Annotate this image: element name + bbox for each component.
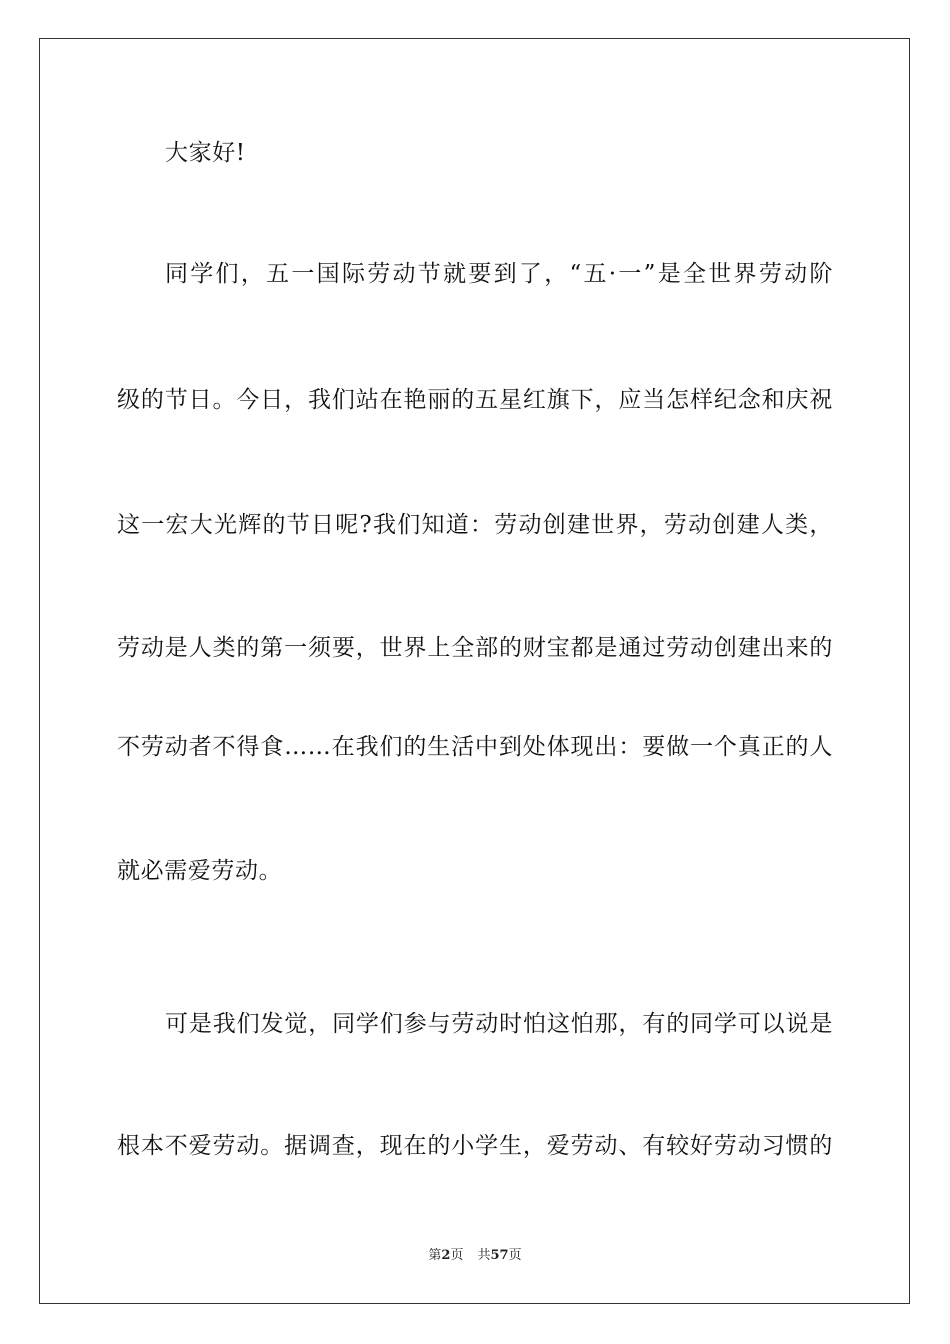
footer-page-suffix: 页 bbox=[450, 1248, 464, 1263]
footer-page-prefix: 第 bbox=[428, 1248, 442, 1263]
footer-total-suffix: 页 bbox=[508, 1248, 522, 1263]
footer-total-pages: 57 bbox=[490, 1248, 509, 1263]
paragraph-1-line-3: 这一宏大光辉的节日呢?我们知道：劳动创建世界，劳动创建人类， bbox=[117, 512, 833, 538]
paragraph-1-line-5: 不劳动者不得食……在我们的生活中到处体现出：要做一个真正的人 bbox=[117, 734, 833, 760]
paragraph-2-line-1: 可是我们发觉，同学们参与劳动时怕这怕那，有的同学可以说是 bbox=[165, 1011, 833, 1037]
paragraph-1-line-6: 就必需爱劳动。 bbox=[117, 858, 283, 884]
paragraph-1-line-4: 劳动是人类的第一须要，世界上全部的财宝都是通过劳动创建出来的 bbox=[117, 635, 833, 661]
greeting-line: 大家好! bbox=[165, 140, 246, 166]
page-border bbox=[39, 38, 910, 1304]
paragraph-2-line-2: 根本不爱劳动。据调查，现在的小学生，爱劳动、有较好劳动习惯的 bbox=[117, 1133, 833, 1159]
paragraph-1-line-1: 同学们，五一国际劳动节就要到了，“五·一”是全世界劳动阶 bbox=[165, 261, 833, 287]
paragraph-1-line-2: 级的节日。今日，我们站在艳丽的五星红旗下，应当怎样纪念和庆祝 bbox=[117, 387, 833, 413]
page-footer bbox=[0, 1247, 950, 1265]
footer-page-number: 2 bbox=[441, 1248, 451, 1263]
footer-total-prefix: 共 bbox=[477, 1248, 491, 1263]
